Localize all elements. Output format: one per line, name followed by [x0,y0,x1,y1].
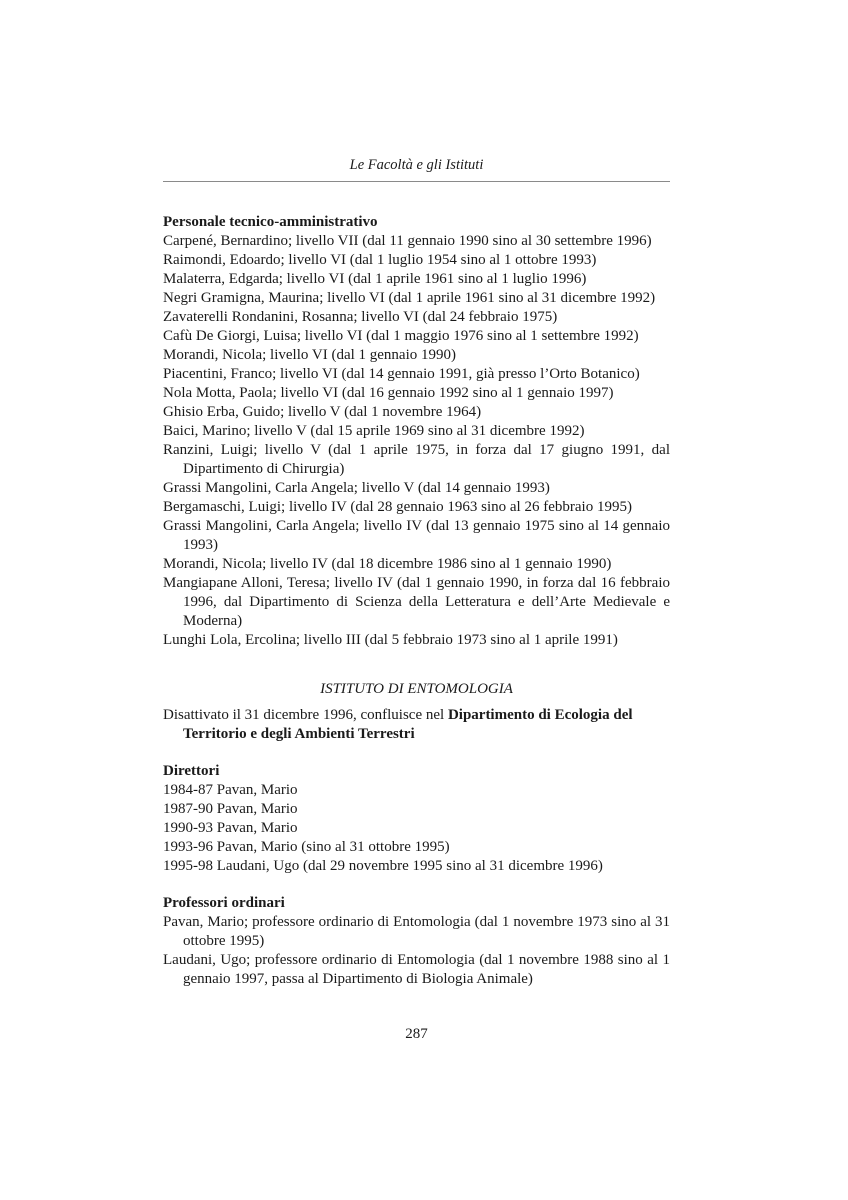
direttori-heading: Direttori [163,763,220,779]
list-item: Zavaterelli Rondanini, Rosanna; livello VI (dal 24 febbraio 1975) [163,309,558,325]
istituto-note-text: Disattivato il 31 dicembre 1996, confluisce nel [163,707,448,723]
personale-list [163,232,670,650]
list-item: 1987-90 Pavan, Mario [163,801,298,817]
list-item: Morandi, Nicola; livello VI (dal 1 gennaio 1990) [163,347,456,363]
list-item: 1995-98 Laudani, Ugo (dal 29 novembre 1995 sino al 31 dicembre 1996) [163,858,603,874]
list-item: Baici, Marino; livello V (dal 15 aprile 1969 sino al 31 dicembre 1992) [163,423,585,439]
list-item: Grassi Mangolini, Carla Angela; livello IV (dal 13 gennaio 1975 sino al 14 gennaio 1993) [163,518,670,553]
list-item: Grassi Mangolini, Carla Angela; livello V (dal 14 gennaio 1993) [163,480,550,496]
body-text [163,213,670,989]
list-item: Pavan, Mario; professore ordinario di Entomologia (dal 1 novembre 1973 sino al 31 ottobre 1995) [163,914,670,949]
list-item: 1990-93 Pavan, Mario [163,820,298,836]
list-item: Nola Motta, Paola; livello VI (dal 16 gennaio 1992 sino al 1 gennaio 1997) [163,385,614,401]
professori-section [163,894,670,989]
list-item: Piacentini, Franco; livello VI (dal 14 gennaio 1991, già presso l’Orto Botanico) [163,366,640,382]
list-item: Cafù De Giorgi, Luisa; livello VI (dal 1 maggio 1976 sino al 1 settembre 1992) [163,328,639,344]
list-item: Morandi, Nicola; livello IV (dal 18 dicembre 1986 sino al 1 gennaio 1990) [163,556,612,572]
list-item: 1993-96 Pavan, Mario (sino al 31 ottobre 1995) [163,839,450,855]
section-title: ISTITUTO DI ENTOMOLOGIA [320,681,513,697]
header-rule [163,181,670,182]
list-item: Ghisio Erba, Guido; livello V (dal 1 novembre 1964) [163,404,482,420]
list-item: Ranzini, Luigi; livello V (dal 1 aprile 1975, in forza dal 17 giugno 1991, dal Dipartimento di Chirurgia) [163,442,670,477]
list-item: Malaterra, Edgarda; livello VI (dal 1 aprile 1961 sino al 1 luglio 1996) [163,271,587,287]
list-item: Carpené, Bernardino; livello VII (dal 11 gennaio 1990 sino al 30 settembre 1996) [163,233,652,249]
list-item: Negri Gramigna, Maurina; livello VI (dal 1 aprile 1961 sino al 31 dicembre 1992) [163,290,656,306]
page-number: 287 [405,1026,428,1042]
istituto-note [163,706,670,744]
list-item: Laudani, Ugo; professore ordinario di Entomologia (dal 1 novembre 1988 sino al 1 gennaio 1997, passa al Dipartimento di Biologia Animale) [163,952,670,987]
list-item: 1984-87 Pavan, Mario [163,782,298,798]
running-header: Le Facoltà e gli Istituti [349,157,484,173]
list-item: Bergamaschi, Luigi; livello IV (dal 28 gennaio 1963 sino al 26 febbraio 1995) [163,499,632,515]
list-item: Raimondi, Edoardo; livello VI (dal 1 luglio 1954 sino al 1 ottobre 1993) [163,252,597,268]
list-item: Lunghi Lola, Ercolina; livello III (dal 5 febbraio 1973 sino al 1 aprile 1991) [163,632,618,648]
professori-heading: Professori ordinari [163,895,285,911]
list-item: Mangiapane Alloni, Teresa; livello IV (dal 1 gennaio 1990, in forza dal 16 febbraio 1996, dal Dipartimento di Scienza della Letteratura e dell’Arte Medievale e Moderna) [163,575,670,629]
istituto-note-dept: Dipartimento di Ecologia del Territorio e degli Ambienti Terrestri [183,707,633,742]
direttori-section [163,762,670,876]
personale-heading: Personale tecnico-amministrativo [163,214,378,230]
